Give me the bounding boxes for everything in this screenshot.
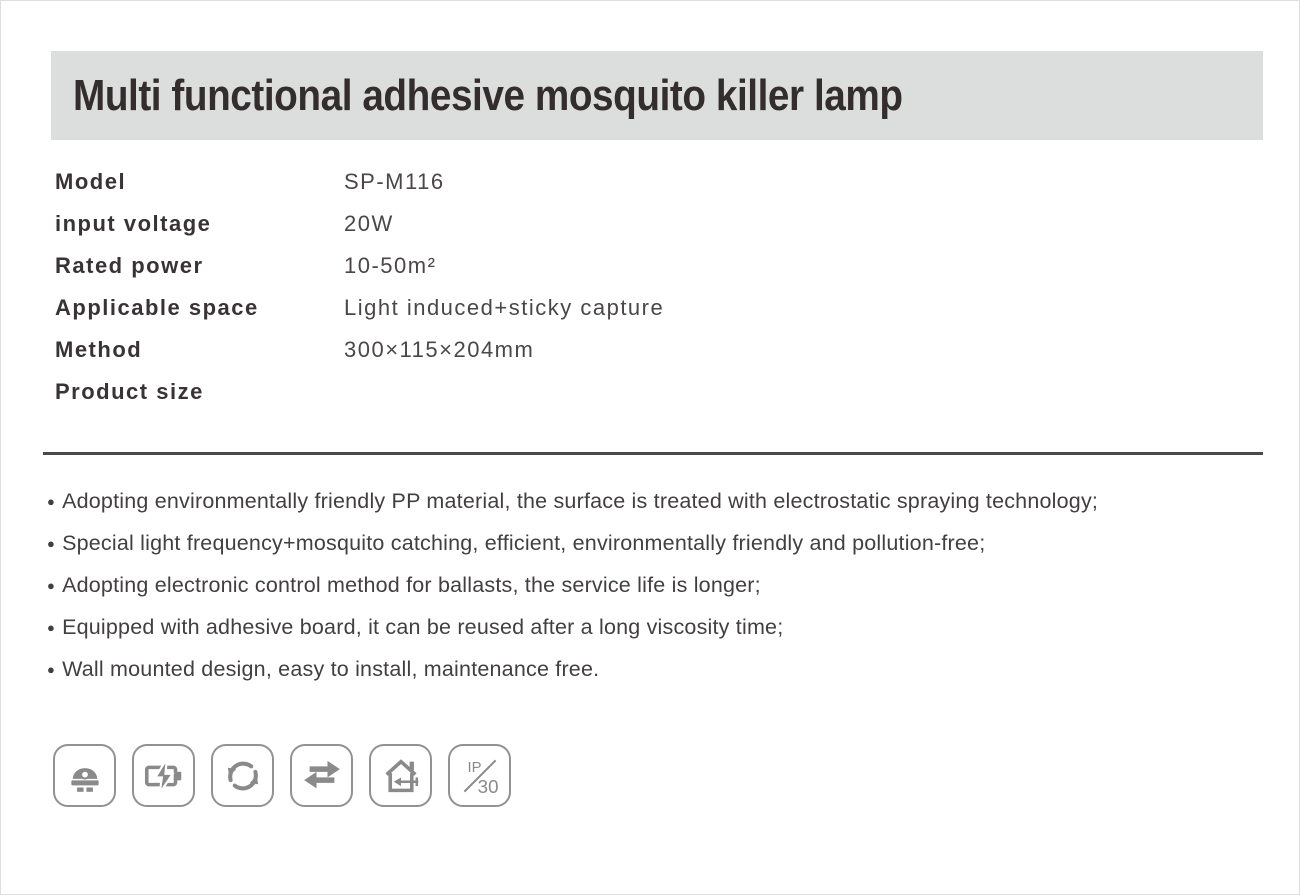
page-title: Multi functional adhesive mosquito killer lamp bbox=[73, 70, 903, 120]
spec-label: Method bbox=[55, 337, 143, 362]
feature-text: Adopting environmentally friendly PP material, the surface is treated with electrostatic spraying technology; bbox=[62, 488, 1099, 513]
spec-label: Applicable space bbox=[55, 295, 259, 320]
bullet-icon: ● bbox=[47, 619, 56, 635]
ip-rating-icon bbox=[448, 744, 511, 807]
spec-row bbox=[55, 245, 1155, 287]
spec-value: 10-50m² bbox=[344, 253, 437, 278]
spec-value: SP-M116 bbox=[344, 169, 445, 194]
feature-text: Adopting electronic control method for ballasts, the service life is longer; bbox=[62, 572, 761, 597]
spec-label: Model bbox=[55, 169, 127, 194]
bullet-icon: ● bbox=[47, 577, 56, 593]
recycle-icon bbox=[211, 744, 274, 807]
list-item bbox=[47, 522, 1267, 564]
ip-rating-bottom-text: 30 bbox=[477, 775, 499, 797]
spec-value: 20W bbox=[344, 211, 394, 236]
spec-row bbox=[55, 203, 1155, 245]
ip-rating-top-text: IP bbox=[467, 759, 482, 776]
list-item bbox=[47, 564, 1267, 606]
list-item bbox=[47, 606, 1267, 648]
feature-text: Equipped with adhesive board, it can be reused after a long viscosity time; bbox=[62, 614, 784, 639]
feature-list bbox=[47, 480, 1267, 690]
feature-text: Special light frequency+mosquito catching, efficient, environmentally friendly and pollution-free; bbox=[62, 530, 986, 555]
section-divider bbox=[43, 452, 1263, 455]
bullet-icon: ● bbox=[47, 493, 56, 509]
spec-row bbox=[55, 329, 1155, 371]
mosquito-lamp-icon bbox=[53, 744, 116, 807]
spec-table bbox=[55, 161, 1155, 413]
list-item bbox=[47, 480, 1267, 522]
header-bar bbox=[51, 51, 1263, 140]
feature-icon-row bbox=[53, 744, 511, 807]
spec-row bbox=[55, 161, 1155, 203]
battery-charging-icon bbox=[132, 744, 195, 807]
spec-label: Rated power bbox=[55, 253, 204, 278]
spec-row bbox=[55, 287, 1155, 329]
spec-label: Product size bbox=[55, 379, 204, 404]
bullet-icon: ● bbox=[47, 535, 56, 551]
list-item bbox=[47, 648, 1267, 690]
feature-text: Wall mounted design, easy to install, maintenance free. bbox=[62, 656, 600, 681]
spec-row bbox=[55, 371, 1155, 413]
house-entry-icon bbox=[369, 744, 432, 807]
swap-arrows-icon bbox=[290, 744, 353, 807]
spec-label: input voltage bbox=[55, 211, 212, 236]
spec-value: Light induced+sticky capture bbox=[344, 295, 665, 320]
bullet-icon: ● bbox=[47, 661, 56, 677]
spec-value: 300×115×204mm bbox=[344, 337, 535, 362]
